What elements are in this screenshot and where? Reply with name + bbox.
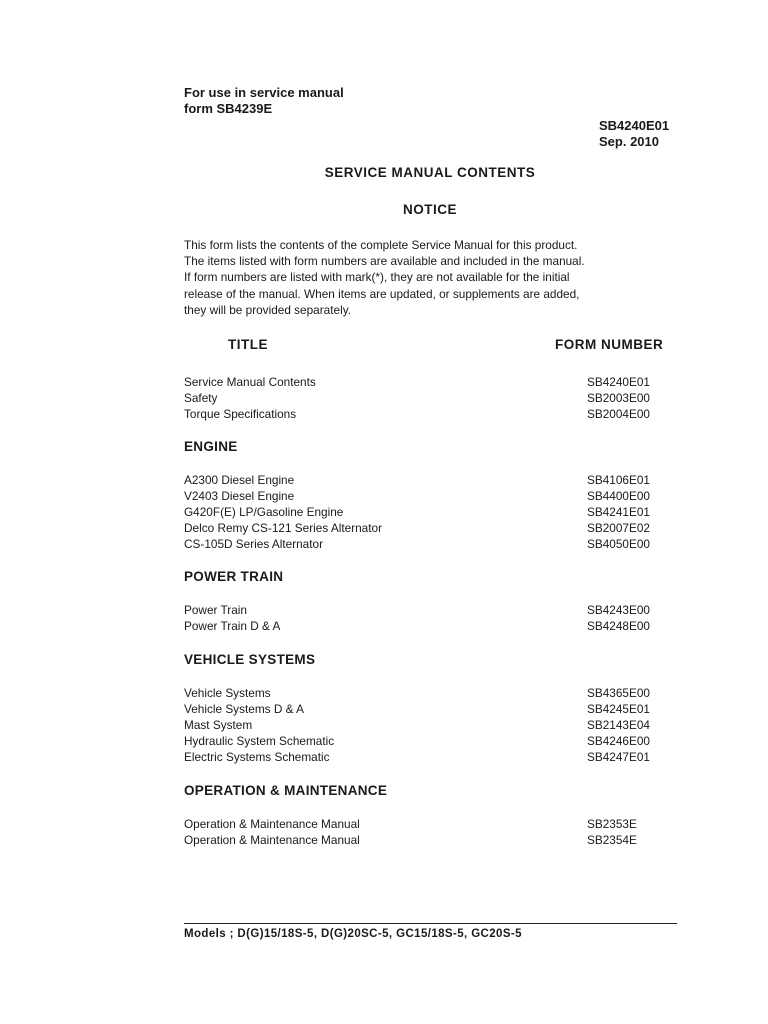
item-form-number: SB4248E00 xyxy=(587,619,650,633)
notice-line: This form lists the contents of the complete Service Manual for this product. xyxy=(184,238,578,252)
list-item xyxy=(184,520,664,536)
list-item xyxy=(184,749,664,765)
item-title: CS-105D Series Alternator xyxy=(184,537,324,551)
item-form-number: SB4247E01 xyxy=(587,750,650,764)
usage-note-line-1: For use in service manual xyxy=(184,85,344,100)
usage-note xyxy=(184,85,344,117)
notice-body xyxy=(184,237,664,318)
item-form-number: SB4106E01 xyxy=(587,473,650,487)
item-form-number: SB2353E xyxy=(587,817,637,831)
list-item xyxy=(184,685,664,701)
item-title: Operation & Maintenance Manual xyxy=(184,833,360,847)
list-item xyxy=(184,504,664,520)
item-title: Power Train D & A xyxy=(184,619,281,633)
item-form-number: SB2007E02 xyxy=(587,521,650,535)
item-form-number: SB4050E00 xyxy=(587,537,650,551)
list-item xyxy=(184,536,664,552)
item-form-number: SB2354E xyxy=(587,833,637,847)
notice-line: The items listed with form numbers are available and included in the manual. xyxy=(184,254,585,269)
notice-line: If form numbers are listed with mark(*), they are not available for the initial xyxy=(184,270,570,285)
item-title: Operation & Maintenance Manual xyxy=(184,817,360,831)
form-id: SB4240E01 xyxy=(599,118,670,133)
document-id-block xyxy=(599,118,669,150)
item-title: A2300 Diesel Engine xyxy=(184,473,295,487)
item-title: Torque Specifications xyxy=(184,407,297,421)
item-form-number: SB4240E01 xyxy=(587,375,650,389)
page-title: SERVICE MANUAL CONTENTS xyxy=(324,165,536,180)
item-form-number: SB4241E01 xyxy=(587,505,650,519)
list-item xyxy=(184,816,664,832)
notice-heading: NOTICE xyxy=(402,202,457,217)
item-title: Vehicle Systems xyxy=(184,686,271,700)
list-item xyxy=(184,832,664,848)
publication-date: Sep. 2010 xyxy=(599,134,659,149)
item-title: Electric Systems Schematic xyxy=(184,750,330,764)
list-item xyxy=(184,390,664,406)
item-form-number: SB4245E01 xyxy=(587,702,650,716)
list-item xyxy=(184,488,664,504)
item-form-number: SB4400E00 xyxy=(587,489,650,503)
footer-divider xyxy=(184,923,677,924)
list-item xyxy=(184,701,664,717)
section-heading-operation-maintenance: OPERATION & MAINTENANCE xyxy=(184,783,388,798)
item-form-number: SB4243E00 xyxy=(587,603,650,617)
models-footer: Models ; D(G)15/18S-5, D(G)20SC-5, GC15/18S-5, GC20S-5 xyxy=(184,928,522,940)
section-heading-power-train: POWER TRAIN xyxy=(184,569,284,584)
item-title: V2403 Diesel Engine xyxy=(184,489,295,503)
item-title: Delco Remy CS-121 Series Alternator xyxy=(184,521,383,535)
notice-line: release of the manual. When items are updated, or supplements are added, xyxy=(184,286,580,301)
column-header-title: TITLE xyxy=(228,337,268,352)
item-title: Vehicle Systems D & A xyxy=(184,702,304,716)
list-item xyxy=(184,472,664,488)
list-item xyxy=(184,733,664,749)
notice-line: they will be provided separately. xyxy=(184,302,351,317)
item-title: G420F(E) LP/Gasoline Engine xyxy=(184,505,344,519)
item-title: Hydraulic System Schematic xyxy=(184,734,335,748)
usage-note-line-2: form SB4239E xyxy=(184,101,273,116)
section-heading-engine: ENGINE xyxy=(184,439,238,454)
list-item xyxy=(184,618,664,634)
list-item xyxy=(184,717,664,733)
item-form-number: SB4246E00 xyxy=(587,734,650,748)
item-title: Mast System xyxy=(184,718,253,732)
item-form-number: SB2003E00 xyxy=(587,391,650,405)
column-header-form-number: FORM NUMBER xyxy=(555,337,664,352)
section-heading-vehicle-systems: VEHICLE SYSTEMS xyxy=(184,652,316,667)
item-form-number: SB4365E00 xyxy=(587,686,650,700)
item-title: Power Train xyxy=(184,603,247,617)
list-item xyxy=(184,602,664,618)
item-title: Service Manual Contents xyxy=(184,375,316,389)
list-item xyxy=(184,406,664,422)
item-form-number: SB2004E00 xyxy=(587,407,650,421)
list-item xyxy=(184,374,664,390)
item-title: Safety xyxy=(184,391,218,405)
item-form-number: SB2143E04 xyxy=(587,718,650,732)
